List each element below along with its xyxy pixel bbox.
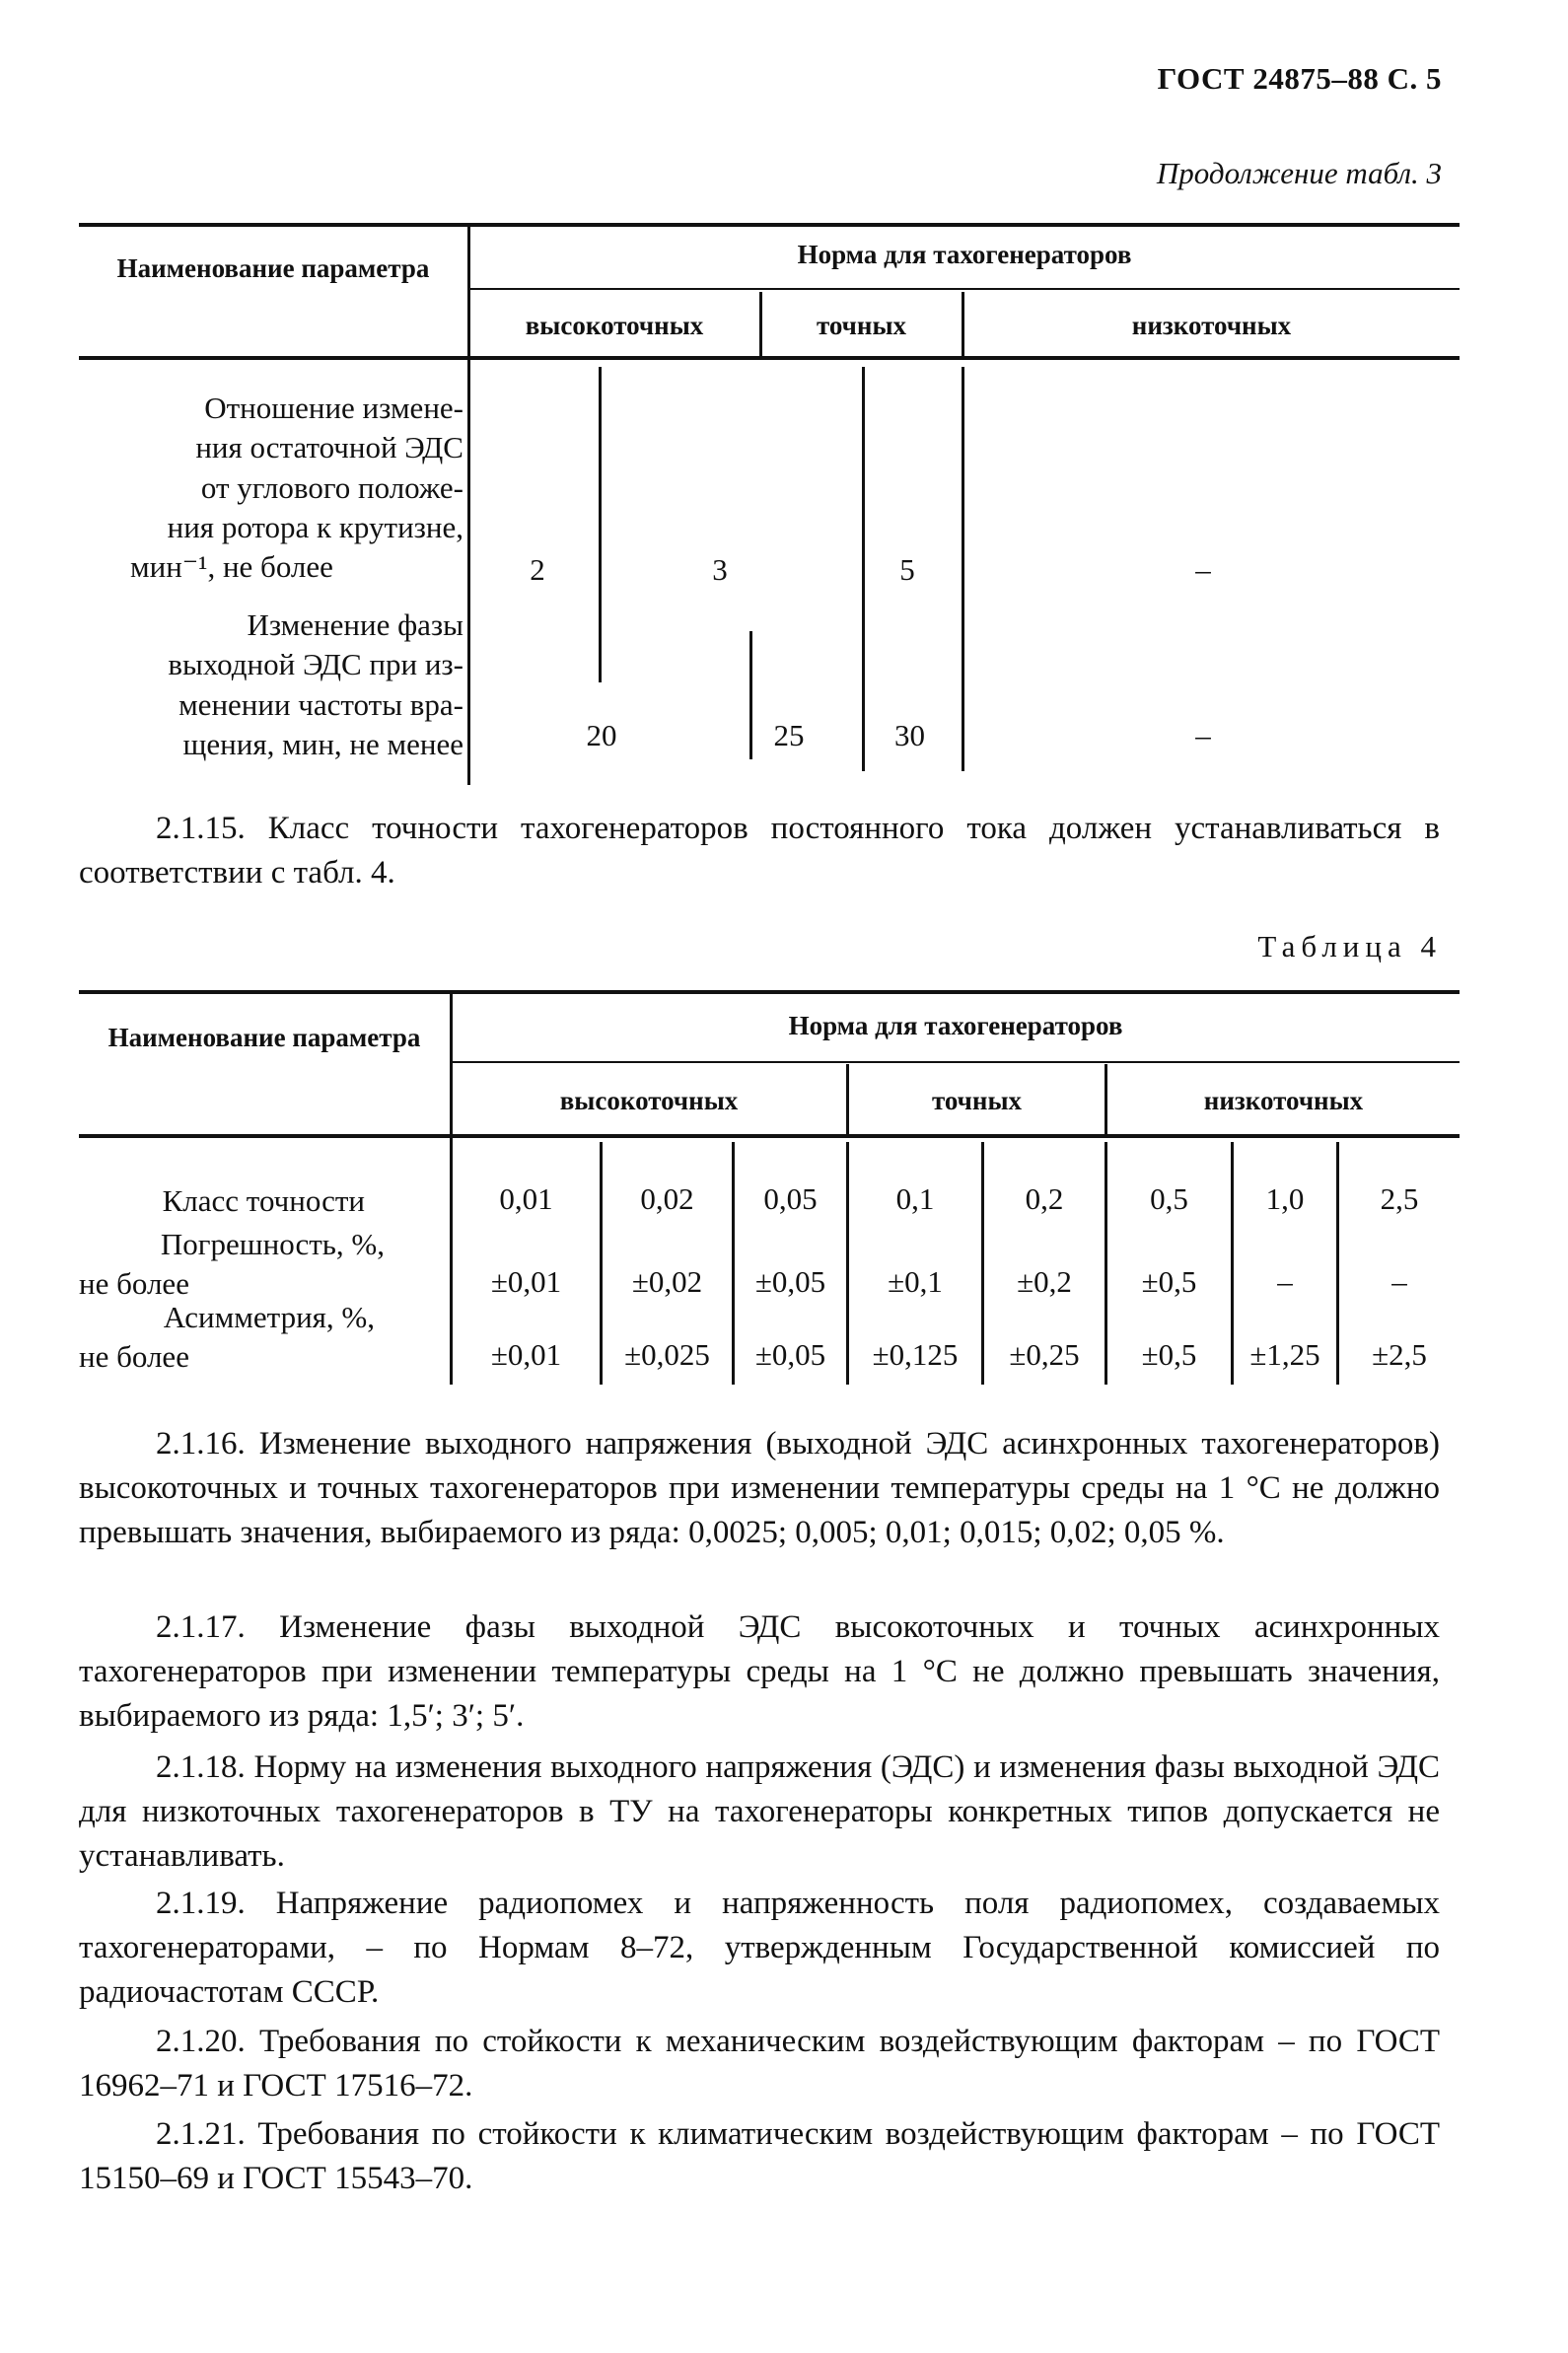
table3-group-low-precision: низкоточных — [1131, 311, 1292, 340]
table4-cell: ±0,05 — [754, 1337, 826, 1372]
table4-cell: 0,1 — [895, 1181, 935, 1216]
table3-row1-value: 5 — [899, 552, 915, 587]
paragraph-2-1-20: 2.1.20. Требования по стойкости к механическим воздействующим факторам – по ГОСТ 16962–71 и ГОСТ 17516–72. — [79, 2024, 1440, 2103]
table3-row1-value: – — [1195, 552, 1211, 587]
table3-row2-value: 25 — [773, 718, 805, 752]
table4-caption: Таблица 4 — [1257, 929, 1442, 963]
table3-row1-label: Отношение измене- ния остаточной ЭДС от углового положе- ния ротора к крутизне, мин⁻¹, не более — [130, 391, 463, 585]
table4-cell: ±2,5 — [1372, 1337, 1427, 1372]
table4-cell: ±0,02 — [631, 1264, 703, 1299]
table4-cell: 0,2 — [1025, 1181, 1064, 1216]
table4-cell: ±0,01 — [490, 1337, 562, 1372]
table3-row2-label: Изменение фазы выходной ЭДС при из- менении частоты вра- щения, мин, не менее — [168, 607, 463, 761]
table4-cell: ±0,25 — [1009, 1337, 1080, 1372]
paragraph-2-1-18: 2.1.18. Норму на изменения выходного напряжения (ЭДС) и изменения фазы выходной ЭДС для низкоточных тахогенераторов в ТУ на тахогенераторы конкретных типов допускается не устанавливать. — [79, 1749, 1440, 1874]
table4-cell: – — [1277, 1264, 1293, 1299]
table4-cell: ±0,5 — [1141, 1264, 1197, 1299]
table3-header-parameter: Наименование параметра — [116, 253, 430, 283]
table3-group-high-precision: высокоточных — [525, 311, 704, 340]
paragraph-2-1-15: 2.1.15. Класс точности тахогенераторов постоянного тока должен устанавливаться в соответствии с табл. 4. — [79, 811, 1440, 891]
table4-cell: ±0,05 — [754, 1264, 826, 1299]
table4-row1-label: Класс точности — [162, 1183, 365, 1218]
table4-row3-label: Асимметрия, %, не более — [79, 1300, 375, 1375]
table4-group-high-precision: высокоточных — [559, 1086, 739, 1115]
table4-cell: 0,02 — [640, 1181, 694, 1216]
table3-row1-value: 2 — [530, 552, 545, 587]
page-header: ГОСТ 24875–88 С. 5 — [1157, 61, 1442, 96]
table4-header-parameter: Наименование параметра — [107, 1023, 421, 1052]
table3-row2-value: 30 — [894, 718, 925, 752]
table4-cell: ±0,125 — [872, 1337, 959, 1372]
table-continuation-label: Продолжение табл. 3 — [1156, 156, 1442, 190]
paragraph-2-1-21: 2.1.21. Требования по стойкости к климатическим воздействующим факторам – по ГОСТ 15150–69 и ГОСТ 15543–70. — [79, 2116, 1440, 2196]
table3-row2-value: 20 — [586, 718, 617, 752]
table4-cell: ±0,01 — [490, 1264, 562, 1299]
table4-cell: 0,05 — [763, 1181, 818, 1216]
paragraph-2-1-17: 2.1.17. Изменение фазы выходной ЭДС высокоточных и точных асинхронных тахогенераторов при изменении температуры среды на 1 °С не должно превышать значения, выбираемого из ряда: 1,5′; 3′; 5′. — [79, 1609, 1440, 1734]
table3-row2-value: – — [1195, 718, 1211, 752]
paragraph-2-1-19: 2.1.19. Напряжение радиопомех и напряженность поля радиопомех, создаваемых тахогенераторами, – по Нормам 8–72, утвержденным Государственной комиссией по радиочастотам СССР. — [79, 1886, 1440, 2010]
table4-cell: 0,01 — [499, 1181, 553, 1216]
table4-cell: ±0,5 — [1141, 1337, 1197, 1372]
table4-cell: 1,0 — [1265, 1181, 1305, 1216]
table4-cell: ±0,025 — [624, 1337, 710, 1372]
table4-cell: 0,5 — [1150, 1181, 1188, 1216]
table4-header-norm: Норма для тахогенераторов — [788, 1011, 1123, 1040]
table3-header-norm: Норма для тахогенераторов — [797, 240, 1132, 269]
table4-cell: – — [1391, 1264, 1407, 1299]
table4-cell: ±1,25 — [1249, 1337, 1320, 1372]
table3-row1-value: 3 — [712, 552, 728, 587]
table4-cell: ±0,2 — [1017, 1264, 1072, 1299]
table3-group-precision: точных — [816, 311, 907, 340]
table4-group-precision: точных — [931, 1086, 1023, 1115]
table4-cell: ±0,1 — [888, 1264, 943, 1299]
paragraph-2-1-16: 2.1.16. Изменение выходного напряжения (выходной ЭДС асинхронных тахогенераторов) высокоточных и точных тахогенераторов при изменении температуры среды на 1 °С не должно превышать значения, выбираемого из ряда: 0,0025; 0,005; 0,01; 0,015; 0,02; 0,05 %. — [79, 1426, 1440, 1550]
table4-row2-label: Погрешность, %, не более — [79, 1227, 385, 1302]
table4-group-low-precision: низкоточных — [1203, 1086, 1364, 1115]
table4-cell: 2,5 — [1380, 1181, 1419, 1216]
